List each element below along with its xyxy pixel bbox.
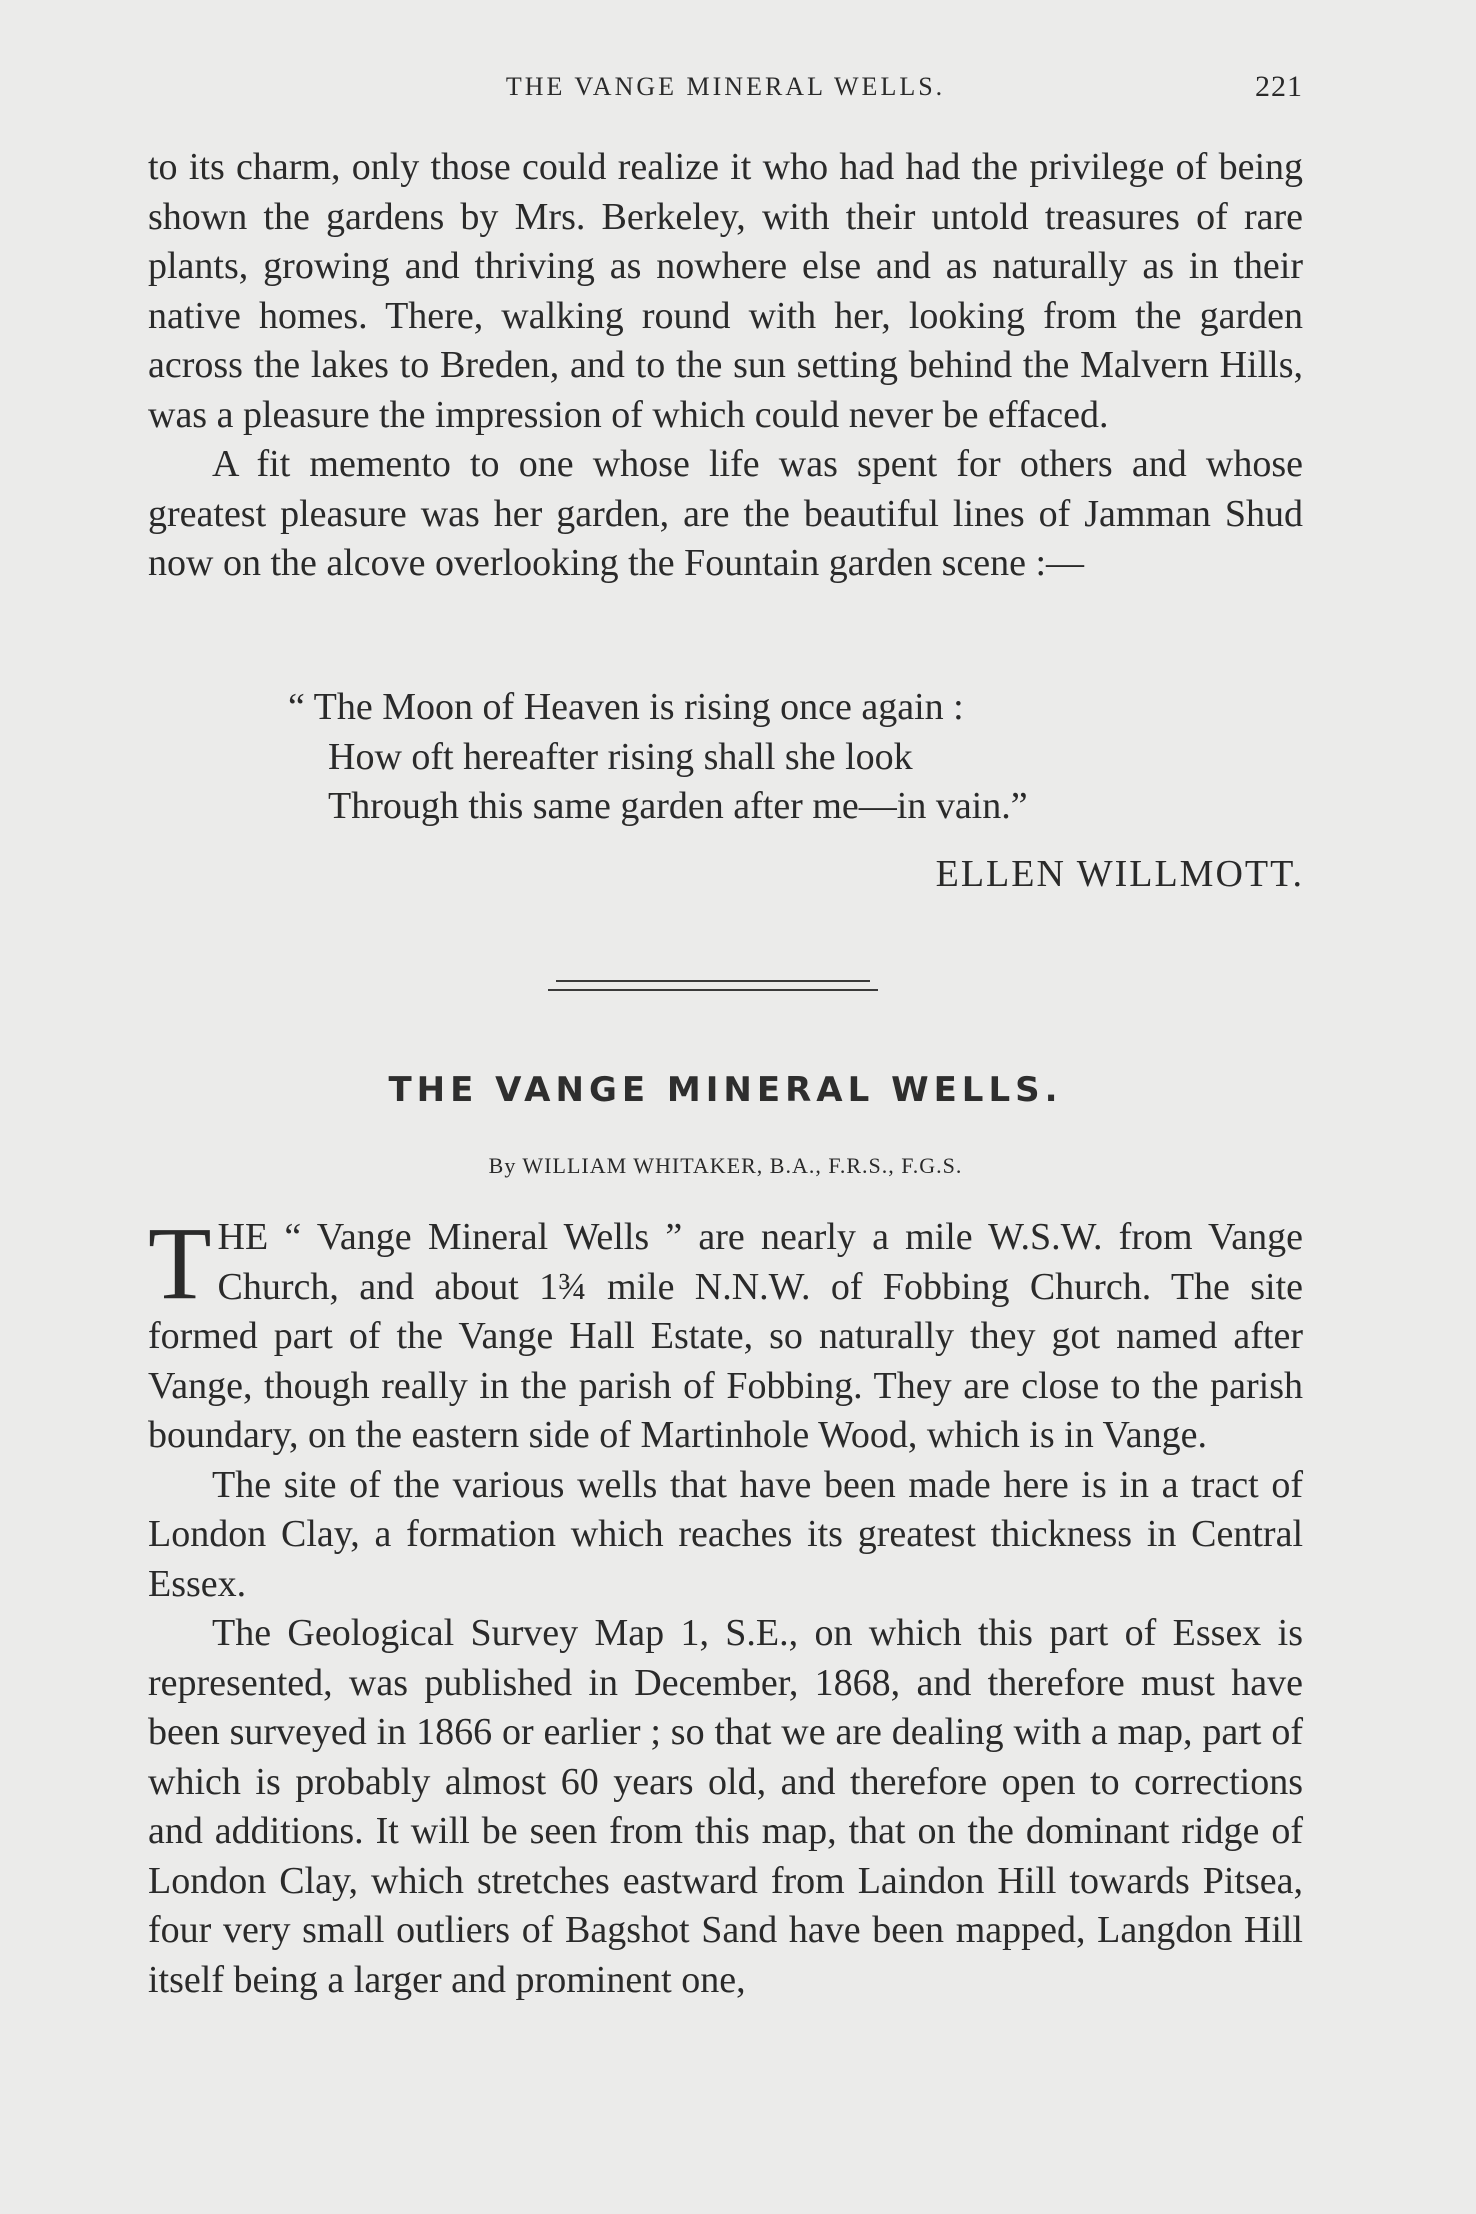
paragraph: The Geological Survey Map 1, S.E., on which this part of Essex is represented, was published in December, 1868, and therefore must have been surveyed in 1866 or earlier ; so that we are dealing with a map, part of which is probably almost 60 years old, and therefore open to corrections and additions. It will be seen from this map, that on the dominant ridge of London Clay, which stretches eastward from Laindon Hill towards Pitsea, four very small outliers of Bagshot Sand have been mapped, Langdon Hill itself being a larger and prominent one,	[148, 1612, 1303, 2001]
running-title: THE VANGE MINERAL WELLS.	[505, 72, 946, 101]
running-head	[148, 64, 1303, 114]
drop-cap: T	[148, 1206, 212, 1321]
paragraph: to its charm, only those could realize it who had had the privilege of being shown the gardens by Mrs. Berkeley, with their untold treasures of rare plants, growing and thriving as nowhere else and as naturally as in their native homes. There, walking round with her, looking from the garden across the lakes to Breden, and to the sun setting behind the Malvern Hills, was a pleasure the impression of which could never be effaced.	[148, 146, 1303, 436]
paragraph: A fit memento to one whose life was spent for others and whose greatest pleasure was her garden, are the beautiful lines of Jamman Shud now on the alcove overlooking the Fountain garden scene :—	[148, 443, 1303, 584]
verse-line: Through this same garden after me—in vain.”	[328, 785, 1028, 827]
article-byline: By WILLIAM WHITAKER, B.A., F.R.S., F.G.S.	[488, 1153, 963, 1178]
paragraph-text: HE “ Vange Mineral Wells ” are nearly a mile W.S.W. from Vange Church, and about 1¾ mile N.N.W. of Fobbing Church. The site formed part of the Vange Hall Estate, so naturally they got named after Vange, though really in the parish of Fobbing. They are close to the parish boundary, on the eastern side of Martinhole Wood, which is in Vange.	[148, 1216, 1303, 1456]
article-title: THE VANGE MINERAL WELLS.	[388, 1070, 1063, 1110]
article-text	[148, 1206, 1303, 2005]
author-signature: ELLEN WILLMOTT.	[935, 853, 1304, 895]
paragraph: The site of the various wells that have been made here is in a tract of London Clay, a formation which reaches its greatest thickness in Central Essex.	[148, 1463, 1303, 1605]
page-number: 221	[1255, 70, 1303, 103]
paragraph	[148, 1206, 1303, 1461]
prior-article-text	[148, 143, 1303, 589]
verse-line: How oft hereafter rising shall she look	[328, 735, 913, 778]
verse-line: “ The Moon of Heaven is rising once again :	[288, 686, 964, 728]
verse-quotation	[288, 683, 1028, 832]
section-divider	[548, 980, 878, 992]
